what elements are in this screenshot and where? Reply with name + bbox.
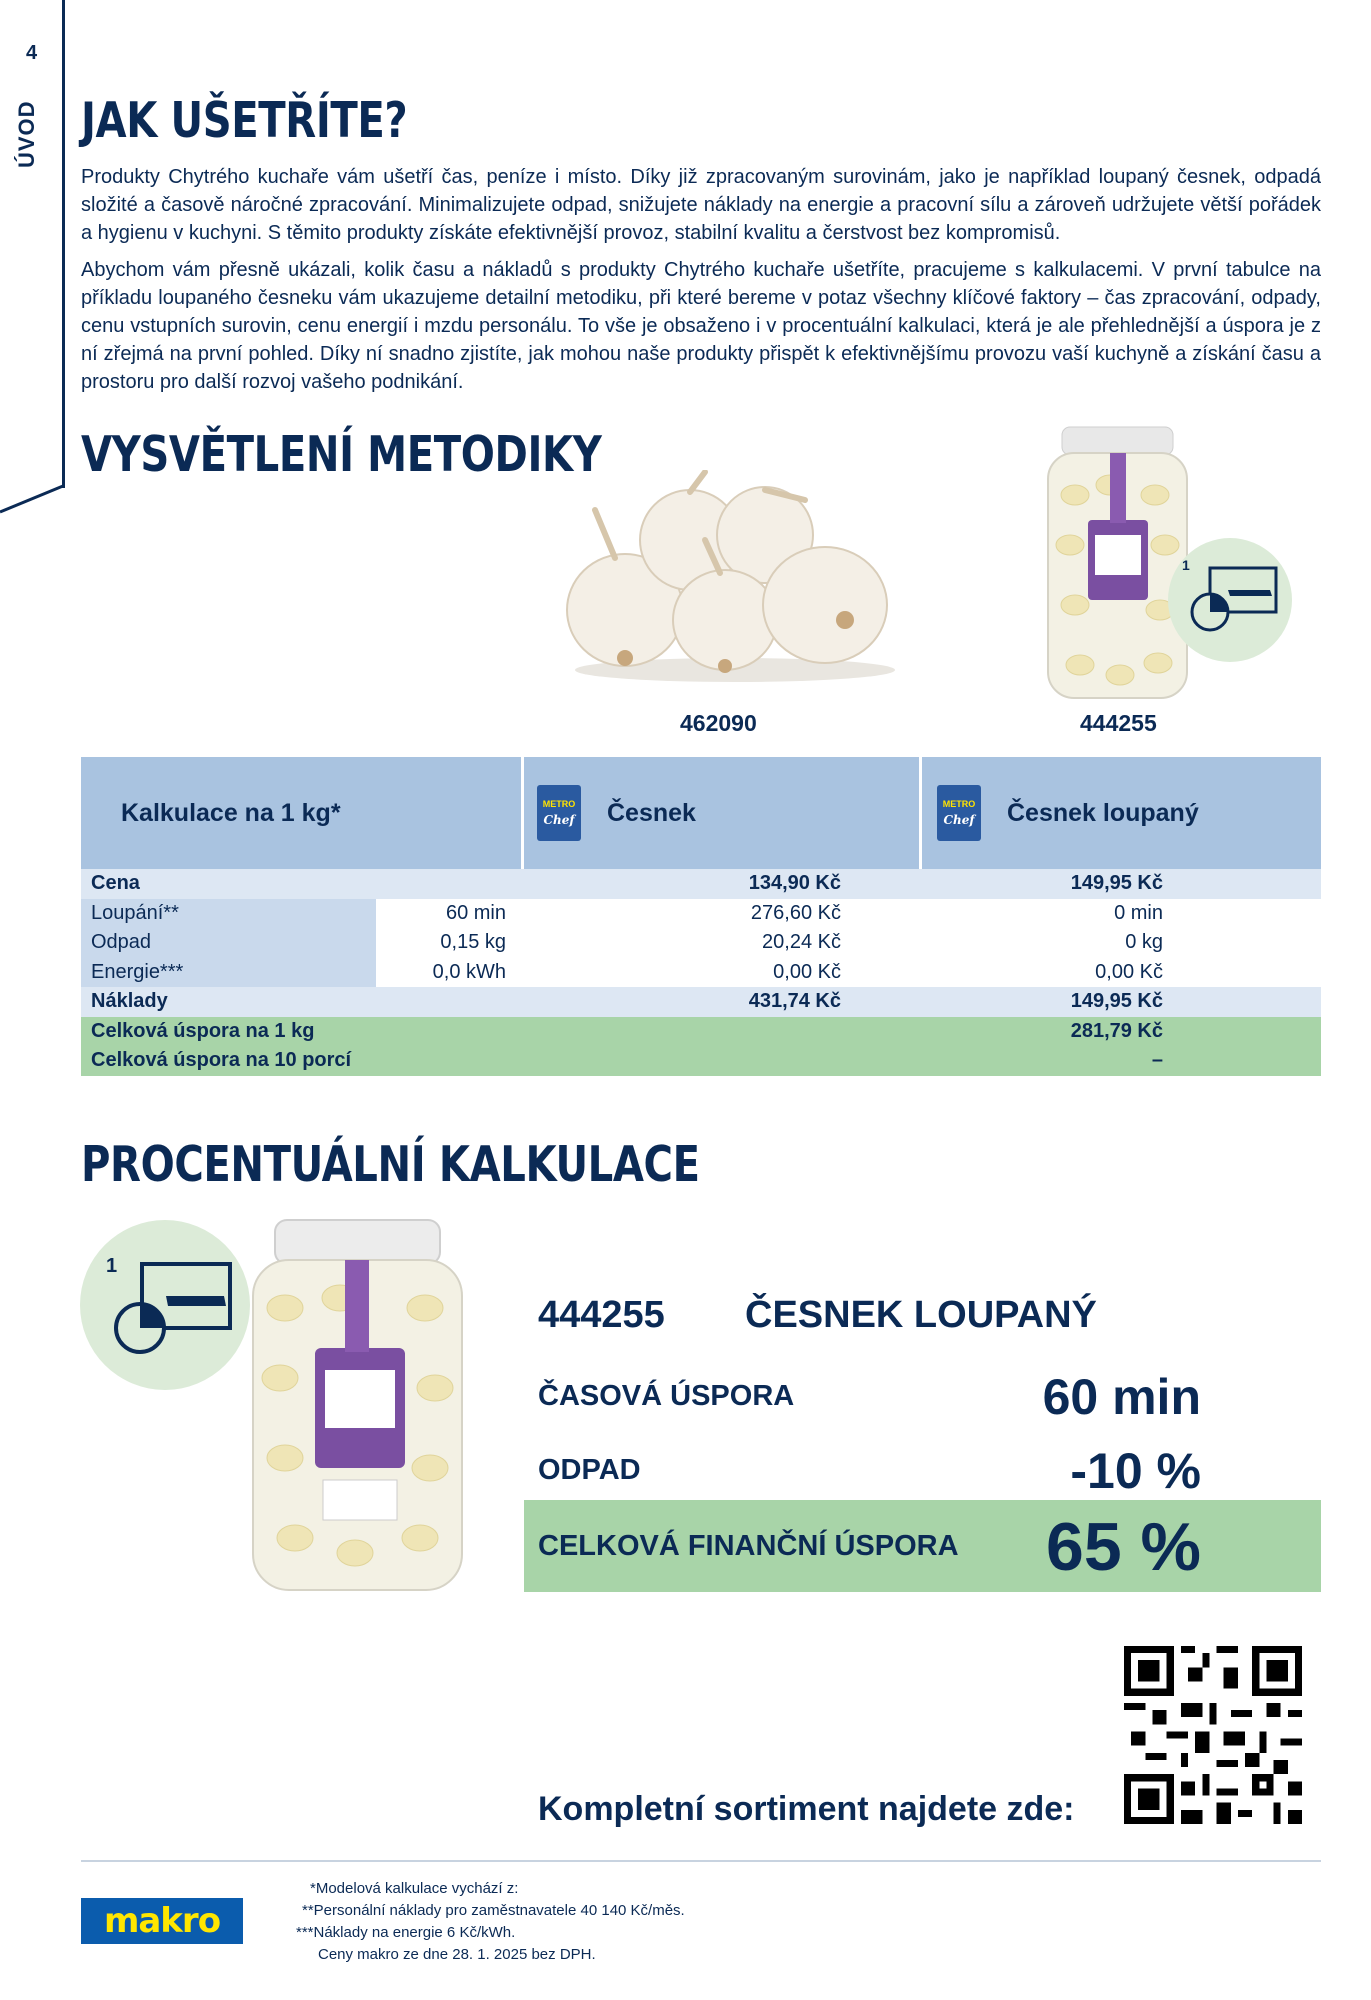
- total-saving-label: CELKOVÁ FINANČNÍ ÚSPORA: [538, 1530, 959, 1562]
- table-row: Odpad 0,15 kg 20,24 Kč 0 kg: [81, 928, 1321, 958]
- percent-product-name: ČESNEK LOUPANÝ: [745, 1294, 1097, 1336]
- table-row: Celková úspora na 10 porcí –: [81, 1046, 1321, 1076]
- table-row: Loupání** 60 min 276,60 Kč 0 min: [81, 899, 1321, 929]
- page-title: JAK UŠETŘÍTE?: [81, 92, 408, 149]
- time-saving-value: 60 min: [1042, 1369, 1201, 1425]
- intro-paragraph-2: Abychom vám přesně ukázali, kolik času a nákladů s produkty Chytrého kuchaře ušetříte, pracujeme s kalkulacemi. V první tabulce na příkladu loupaného česneku vám ukazujeme detailní metodiku, při které bereme v potaz všechny klíčové faktory – čas zpracování, odpady, cenu vstupních surovin, cenu energií i mzdu personálu. To vše je obsaženo i v procentuální kalkulaci, která je ale přehlednější a úspora je z ní zřejmá na první pohled. Díky ní snadno zjistíte, jak mohou naše produkty přispět k efektivnějšímu provozu vaší kuchyně a získání času a prostoru pro další rozvoj vašeho podnikání.: [81, 259, 1321, 393]
- qr-code[interactable]: [1124, 1646, 1302, 1824]
- footer-divider: [81, 1860, 1321, 1862]
- metro-chef-logo: METRO Chef: [937, 785, 981, 841]
- table-row: Energie*** 0,0 kWh 0,00 Kč 0,00 Kč: [81, 958, 1321, 988]
- icon-step-number: 1: [1182, 557, 1190, 573]
- calculation-table: [81, 757, 1321, 1076]
- metro-chef-logo: METRO Chef: [537, 785, 581, 841]
- table-row: Cena 134,90 Kč 149,95 Kč: [81, 869, 1321, 899]
- time-saving-label: ČASOVÁ ÚSPORA: [538, 1380, 795, 1412]
- col-peeled-garlic-label: Česnek loupaný: [1007, 798, 1199, 827]
- footnote: *Modelová kalkulace vychází z:: [310, 1880, 519, 1897]
- col-garlic-label: Česnek: [607, 798, 696, 827]
- peeling-time-icon: [1168, 538, 1292, 662]
- table-header-label: Kalkulace na 1 kg*: [121, 798, 341, 827]
- percent-title: PROCENTUÁLNÍ KALKULACE: [81, 1136, 700, 1193]
- footnote: Ceny makro ze dne 28. 1. 2025 bez DPH.: [318, 1946, 596, 1963]
- section-label: [14, 100, 54, 180]
- table-header-peeled-garlic: [937, 757, 1199, 869]
- waste-label: ODPAD: [538, 1454, 641, 1486]
- waste-value: -10 %: [1070, 1443, 1201, 1499]
- table-header-garlic: [537, 757, 696, 869]
- section-label-text: ÚVOD: [14, 100, 39, 168]
- table-row: Náklady 431,74 Kč 149,95 Kč: [81, 987, 1321, 1017]
- method-title: VYSVĚTLENÍ METODIKY: [81, 426, 602, 483]
- table-row: Celková úspora na 1 kg 281,79 Kč: [81, 1017, 1321, 1047]
- intro-paragraph-1: Produkty Chytrého kuchaře vám ušetří čas, peníze i místo. Díky již zpracovaným surovinám, jako je například loupaný česnek, odpadá složité a časově náročné zpracování. Minimalizujete odpad, snižujete náklady na energie a pracovní sílu a zároveň udržujete větší pořádek a hygienu v kuchyni. S těmito produkty získáte efektivnější provoz, stabilní kvalitu a čerstvost bez kompromisů.: [81, 166, 1321, 244]
- footnote: **Personální náklady pro zaměstnavatele 40 140 Kč/měs.: [302, 1902, 685, 1919]
- total-saving-value: 65 %: [1046, 1509, 1201, 1585]
- peeling-time-icon: [80, 1220, 250, 1390]
- percent-product-code: 444255: [538, 1294, 665, 1336]
- side-rule: [62, 0, 65, 488]
- garlic-bulbs-image: [555, 470, 915, 690]
- table-header: [81, 757, 1321, 869]
- icon-step-number: 1: [106, 1255, 118, 1277]
- qr-caption: Kompletní sortiment najdete zde:: [538, 1790, 1075, 1828]
- side-rule-corner: [0, 484, 70, 514]
- peeled-garlic-jar-image: [245, 1218, 470, 1598]
- makro-logo: makro: [81, 1898, 243, 1944]
- footnote: ***Náklady na energie 6 Kč/kWh.: [296, 1924, 516, 1941]
- page-number: 4: [26, 42, 38, 64]
- product-code-peeled-garlic: 444255: [1080, 710, 1157, 736]
- product-code-garlic: 462090: [680, 710, 757, 736]
- footnotes: [296, 1878, 685, 1966]
